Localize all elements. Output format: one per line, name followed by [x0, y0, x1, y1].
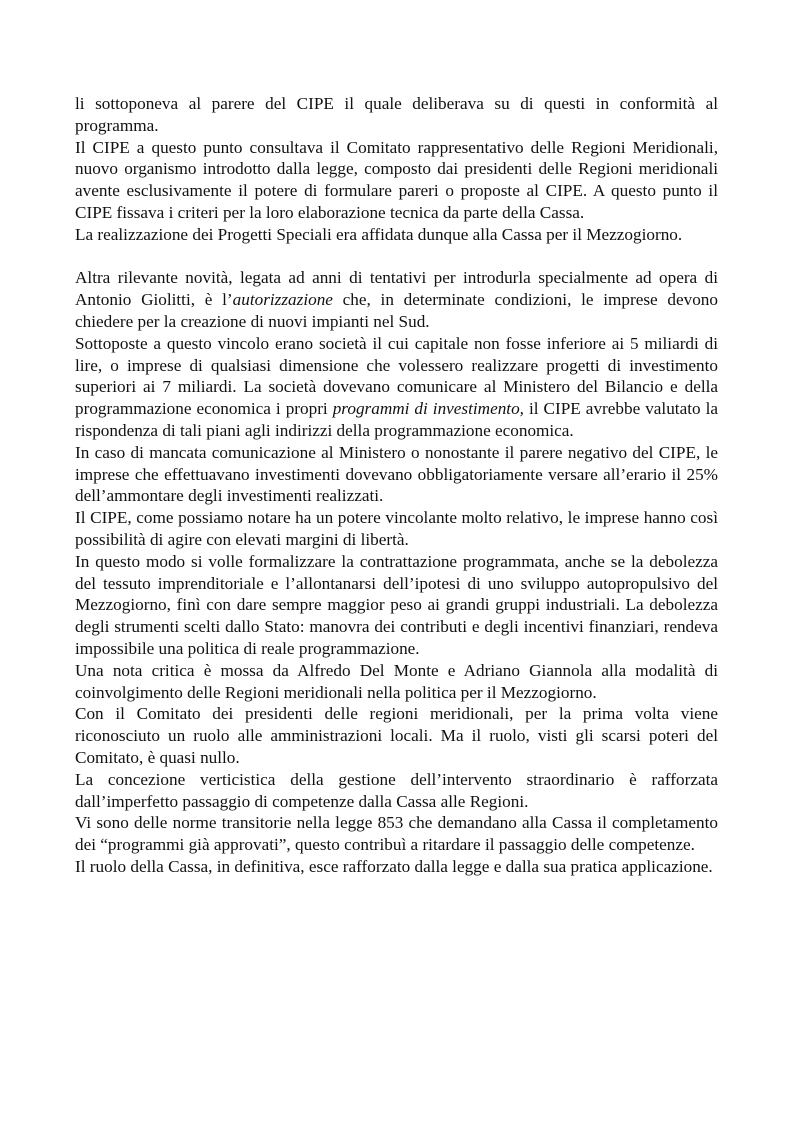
text-block-1	[75, 93, 718, 246]
text-run: che, in determinate condizioni, le imprese devono chiedere per la creazione di nuovi impianti nel Sud.	[75, 290, 718, 331]
paragraph-gap	[75, 246, 718, 268]
paragraph: Vi sono delle norme transitorie nella legge 853 che demandano alla Cassa il completamento dei “programmi già approvati”, questo contribuì a ritardare il passaggio delle competenze.	[75, 813, 718, 855]
paragraph: La realizzazione dei Progetti Speciali era affidata dunque alla Cassa per il Mezzogiorno.	[75, 224, 683, 244]
paragraph: La concezione verticistica della gestione dell’intervento straordinario è rafforzata dall’imperfetto passaggio di competenze dalla Cassa alle Regioni.	[75, 769, 718, 811]
document-page	[75, 93, 718, 878]
text-run: Altra rilevante novità, legata ad anni di tentativi per introdurla specialmente ad opera di Antonio Giolitti, è l’	[75, 268, 718, 310]
paragraph: Il CIPE, come possiamo notare ha un potere vincolante molto relativo, le imprese hanno così possibilità di agire con elevati margini di libertà.	[75, 508, 718, 549]
paragraph: Con il Comitato dei presidenti delle regioni meridionali, per la prima volta viene riconosciuto un ruolo alle amministrazioni locali. Ma il ruolo, visti gli scarsi poteri del Comitato, è quasi nullo.	[75, 704, 718, 767]
emphasis-autorizzazione: autorizzazione	[232, 290, 333, 310]
emphasis-programmi-di-investimento: programmi di investimento,	[332, 399, 524, 419]
text-run: Sottoposte a questo vincolo erano società il cui capitale non fosse inferiore ai 5 miliardi di lire, o imprese di qualsiasi dimensione che volessero realizzare progetti di investimento superiori ai 7 miliardi. La società dovevano comunicare al Ministero del Bilancio e della programmazione economica i propri	[75, 333, 718, 419]
paragraph: In questo modo si volle formalizzare la contrattazione programmata, anche se la debolezza del tessuto imprenditoriale e l’allontanarsi dell’ipotesi di uno sviluppo autopropulsivo del Mezzogiorno, finì con dare sempre maggior peso ai grandi gruppi industriali. La debolezza degli strumenti scelti dallo Stato: manovra dei contributi e degli incentivi finanziari, rendeva impossibile una politica di reale programmazione.	[75, 551, 718, 658]
paragraph	[75, 267, 718, 332]
paragraph	[75, 333, 718, 442]
text-block-2	[75, 267, 718, 877]
paragraph: In caso di mancata comunicazione al Ministero o nonostante il parere negativo del CIPE, le imprese che effettuavano investimenti dovevano obbligatoriamente versare all’erario il 25% dell’ammontare degli investimenti realizzati.	[75, 442, 718, 506]
paragraph: Una nota critica è mossa da Alfredo Del Monte e Adriano Giannola alla modalità di coinvolgimento delle Regioni meridionali nella politica per il Mezzogiorno.	[75, 660, 718, 702]
paragraph: li sottoponeva al parere del CIPE il quale deliberava su di questi in conformità al programma.	[75, 94, 718, 135]
text-run: il CIPE avrebbe valutato la rispondenza di tali piani agli indirizzi della programmazione economica.	[75, 399, 718, 440]
paragraph: Il CIPE a questo punto consultava il Comitato rappresentativo delle Regioni Meridionali, nuovo organismo introdotto dalla legge, composto dai presidenti delle Regioni meridionali avente esclusivamente il potere di formulare pareri o proposte al CIPE. A questo punto il CIPE fissava i criteri per la loro elaborazione tecnica da parte della Cassa.	[75, 137, 718, 222]
paragraph: Il ruolo della Cassa, in definitiva, esce rafforzato dalla legge e dalla sua pratica applicazione.	[75, 856, 713, 876]
